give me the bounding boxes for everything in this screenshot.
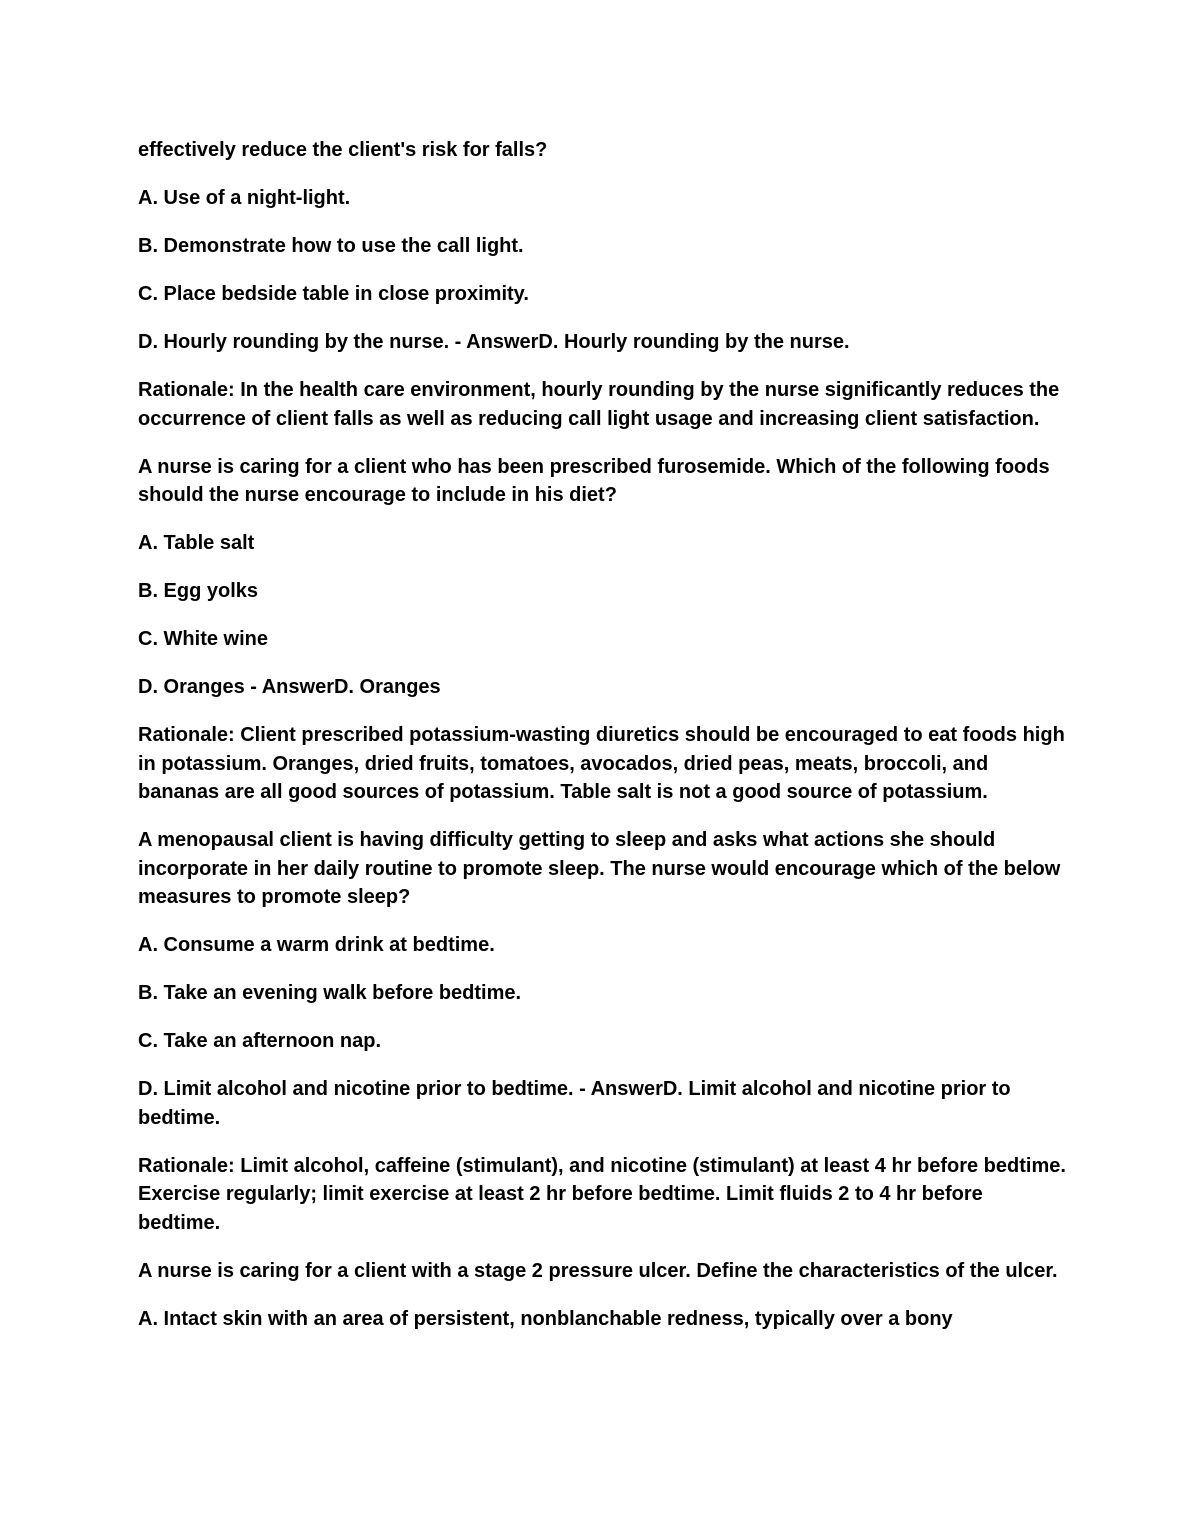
answer-option-with-answer: D. Hourly rounding by the nurse. - AnswerD. Hourly rounding by the nurse. [138, 331, 850, 353]
rationale: Rationale: Client prescribed potassium-wasting diuretics should be encouraged to eat foods high in potassium. Oranges, dried fruits, tomatoes, avocados, dried peas, meats, broccoli, and bananas are all good sources of potassium. Table salt is not a good source of potassium. [138, 724, 1065, 803]
answer-option: A. Use of a night-light. [138, 187, 351, 209]
question: A menopausal client is having difficulty getting to sleep and asks what actions she should incorporate in her daily routine to promote sleep. The nurse would encourage which of the below measures to promote sleep? [138, 829, 1061, 908]
question-continuation: effectively reduce the client's risk for falls? [138, 139, 548, 161]
document-body [138, 136, 1068, 1353]
rationale: Rationale: Limit alcohol, caffeine (stimulant), and nicotine (stimulant) at least 4 hr before bedtime. Exercise regularly; limit exercise at least 2 hr before bedtime. Limit fluids 2 to 4 hr before bedtime. [138, 1154, 1066, 1234]
answer-option: C. White wine [138, 628, 268, 650]
answer-option: C. Place bedside table in close proximity. [138, 283, 529, 305]
answer-option-with-answer: D. Limit alcohol and nicotine prior to bedtime. - AnswerD. Limit alcohol and nicotine prior to bedtime. [138, 1078, 1011, 1129]
answer-option: A. Table salt [138, 532, 255, 554]
answer-option: C. Take an afternoon nap. [138, 1030, 381, 1052]
question: A nurse is caring for a client who has been prescribed furosemide. Which of the following foods should the nurse encourage to include in his diet? [138, 455, 1050, 506]
answer-option: A. Consume a warm drink at bedtime. [138, 934, 495, 956]
question: A nurse is caring for a client with a stage 2 pressure ulcer. Define the characteristics of the ulcer. [138, 1259, 1058, 1282]
answer-option-with-answer: D. Oranges - AnswerD. Oranges [138, 676, 441, 698]
answer-option: B. Egg yolks [138, 580, 259, 602]
answer-option: A. Intact skin with an area of persistent, nonblanchable redness, typically over a bony [138, 1307, 953, 1330]
rationale: Rationale: In the health care environment, hourly rounding by the nurse significantly reduces the occurrence of client falls as well as reducing call light usage and increasing client satisfaction. [138, 379, 1060, 430]
answer-option: B. Take an evening walk before bedtime. [138, 982, 522, 1004]
answer-option: B. Demonstrate how to use the call light. [138, 235, 524, 257]
